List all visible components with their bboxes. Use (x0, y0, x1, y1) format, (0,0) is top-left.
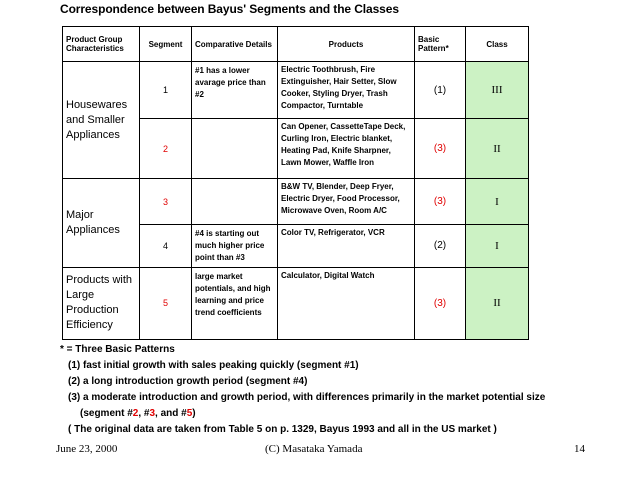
source-note: ( The original data are taken from Table 5 on p. 1329, Bayus 1993 and all in the US market ) (68, 424, 497, 435)
segment-cell: 2 (140, 119, 192, 179)
slide-title: Correspondence between Bayus' Segments and the Classes (60, 2, 399, 16)
class-cell: II (466, 267, 529, 339)
class-cell: I (466, 224, 529, 267)
segment-cell: 4 (140, 224, 192, 267)
header-details: Comparative Details (192, 27, 278, 62)
header-group: Product Group Characteristics (63, 27, 140, 62)
segment-ref: 2 (132, 408, 139, 419)
header-class: Class (466, 27, 529, 62)
products-cell: Electric Toothbrush, Fire Extinguisher, Hair Setter, Slow Cooker, Styling Dryer, Trash Compactor, Turntable (278, 62, 415, 119)
note-text: , and # (155, 408, 187, 419)
group-housewares: Housewares and Smaller Appliances (63, 62, 140, 179)
segment-cell: 1 (140, 62, 192, 119)
note-pattern-1: (1) fast initial growth with sales peaking quickly (segment #1) (68, 360, 359, 371)
details-cell (192, 119, 278, 179)
pattern-cell: (1) (415, 62, 466, 119)
segment-ref: 5 (186, 408, 193, 419)
pattern-cell: (2) (415, 224, 466, 267)
header-pattern: Basic Pattern* (415, 27, 466, 62)
products-cell: Color TV, Refrigerator, VCR (278, 224, 415, 267)
header-row (63, 27, 529, 62)
details-cell (192, 179, 278, 224)
footer-date: June 23, 2000 (56, 443, 118, 455)
pattern-cell: (3) (415, 267, 466, 339)
note-text: , # (138, 408, 150, 419)
header-products: Products (278, 27, 415, 62)
pattern-notes (60, 342, 545, 438)
group-large-production: Products with Large Production Efficiency (63, 267, 140, 339)
table-row (63, 62, 529, 119)
segments-table (62, 26, 529, 340)
table-row (63, 267, 529, 339)
products-cell: B&W TV, Blender, Deep Fryer, Electric Dryer, Food Processor, Microwave Oven, Room A/C (278, 179, 415, 224)
details-cell: large market potentials, and high learning and price trend coefficients (192, 267, 278, 339)
note-pattern-2: (2) a long introduction growth period (segment #4) (68, 376, 308, 387)
segment-cell: 3 (140, 179, 192, 224)
products-cell: Calculator, Digital Watch (278, 267, 415, 339)
pattern-cell: (3) (415, 179, 466, 224)
segment-ref: 3 (149, 408, 156, 419)
table-row (63, 179, 529, 224)
pattern-cell: (3) (415, 119, 466, 179)
class-cell: I (466, 179, 529, 224)
footer-page-number: 14 (574, 443, 585, 455)
note-pattern-3: (3) a moderate introduction and growth period, with differences primarily in the market potential size (68, 392, 546, 403)
note-text: (segment # (80, 408, 133, 419)
segment-cell: 5 (140, 267, 192, 339)
details-cell: #4 is starting out much higher price point than #3 (192, 224, 278, 267)
products-cell: Can Opener, CassetteTape Deck, Curling Iron, Electric blanket, Heating Pad, Knife Sharpner, Lawn Mower, Waffle Iron (278, 119, 415, 179)
notes-heading: * = Three Basic Patterns (60, 344, 175, 355)
class-cell: II (466, 119, 529, 179)
note-pattern-3-segments (60, 406, 545, 422)
footer-author: (C) Masataka Yamada (265, 443, 363, 455)
header-segment: Segment (140, 27, 192, 62)
group-major-appliances: Major Appliances (63, 179, 140, 267)
note-text: ) (192, 408, 196, 419)
class-cell: III (466, 62, 529, 119)
details-cell: #1 has a lower avarage price than #2 (192, 62, 278, 119)
